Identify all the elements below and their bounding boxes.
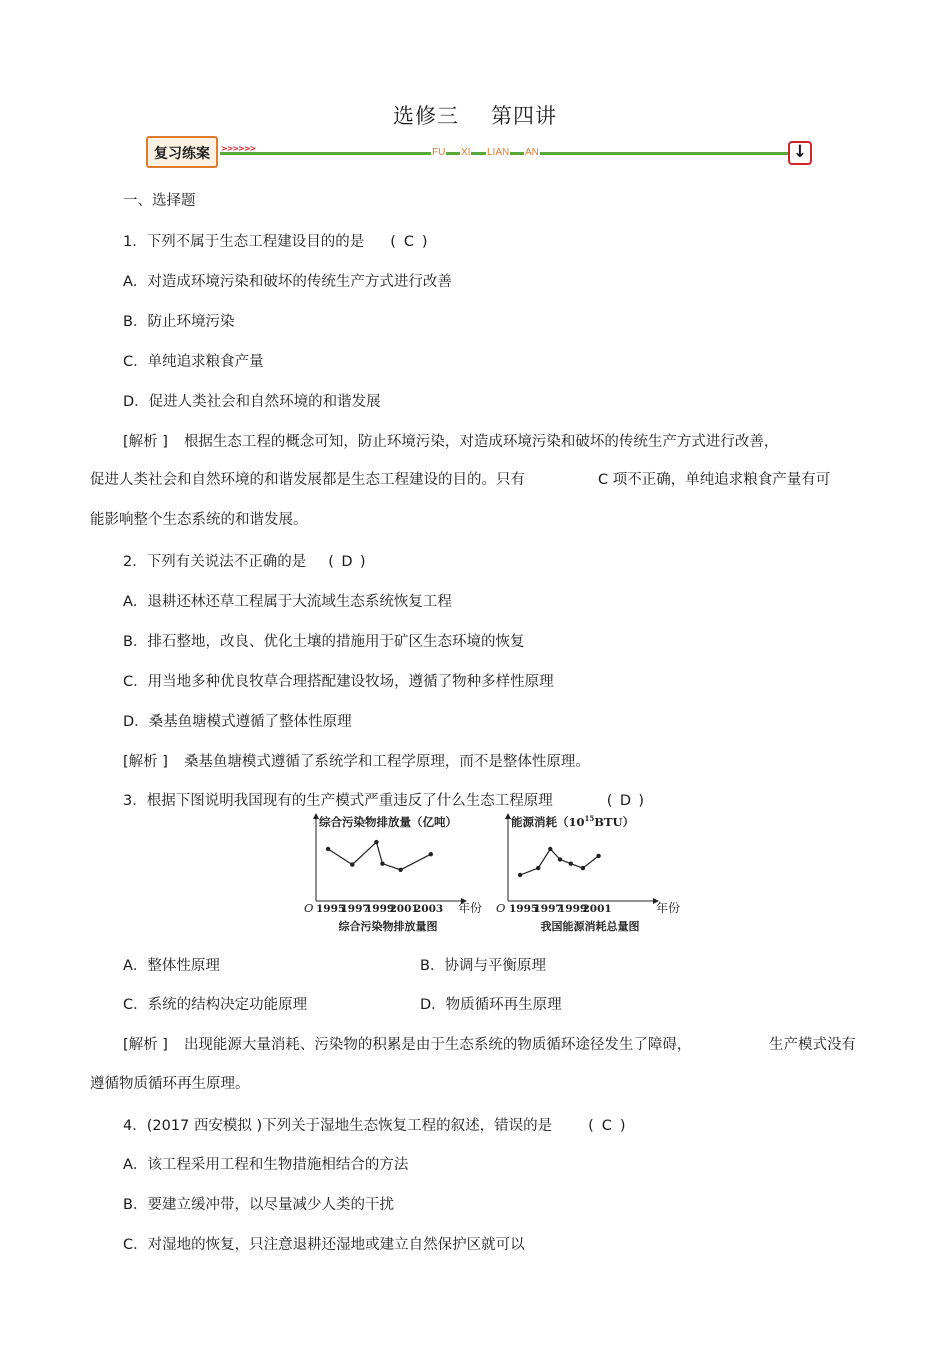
x-tick-label: 1999 <box>365 903 395 915</box>
option: D．物质循环再生原理 <box>420 997 562 1013</box>
analysis-tag: [解析 ] <box>123 1037 168 1053</box>
banner-seg-an: AN <box>524 145 540 161</box>
question-stem-text: 3．根据下图说明我国现有的生产模式严重违反了什么生态工程原理 <box>123 793 553 809</box>
x-tick-label: 2001 <box>582 903 612 915</box>
analysis-line <box>123 1035 691 1055</box>
analysis-tag: [解析 ] <box>123 434 168 450</box>
answer-mark: C <box>601 1118 612 1134</box>
x-tick-label: 1995 <box>316 903 346 915</box>
answer-mark: D <box>619 793 631 809</box>
data-point <box>326 847 330 851</box>
banner-badge: 复习练案 <box>146 136 218 168</box>
question-stem-text: 2．下列有关说法不正确的是 <box>123 554 307 570</box>
chart-caption: 我国能源消耗总量图 <box>540 920 640 933</box>
option: A．整体性原理 <box>123 958 220 974</box>
y-axis-label: 综合污染物排放量（亿吨） <box>319 815 457 829</box>
review-banner <box>146 136 816 170</box>
series-line <box>520 849 599 875</box>
option: B．排石整地，改良、优化土壤的措施用于矿区生态环境的恢复 <box>123 634 525 650</box>
x-tick-label: 2003 <box>414 903 444 915</box>
analysis-line: C 项不正确，单纯追求粮食产量有可 <box>598 472 831 488</box>
option: A．退耕还林还草工程属于大流域生态系统恢复工程 <box>123 594 452 610</box>
data-point <box>596 854 600 858</box>
question-stem-text: 1．下列不属于生态工程建设目的的是 <box>123 234 365 250</box>
charts-svg <box>300 812 690 937</box>
question-stem-text: 4．(2017 西安模拟 )下列关于湿地生态恢复工程的叙述，错误的是 <box>123 1118 553 1134</box>
data-point <box>398 868 402 872</box>
option: A．该工程采用工程和生物措施相结合的方法 <box>123 1157 409 1173</box>
data-point <box>558 857 562 861</box>
option: C．对湿地的恢复，只注意退耕还湿地或建立自然保护区就可以 <box>123 1237 525 1253</box>
title-part2: 第四讲 <box>491 104 557 128</box>
series-line <box>328 842 431 870</box>
data-point <box>548 847 552 851</box>
question-3-stem: 3．根据下图说明我国现有的生产模式严重违反了什么生态工程原理 ( D ) <box>123 793 645 809</box>
answer-mark: D <box>341 554 353 570</box>
analysis-line: 能影响整个生态系统的和谐发展。 <box>90 512 308 528</box>
data-point <box>569 862 573 866</box>
data-point <box>350 862 354 866</box>
banner-seg-fu: FU <box>431 145 446 161</box>
analysis-text: 根据生态工程的概念可知，防止环境污染，对造成环境污染和破坏的传统生产方式进行改善， <box>183 434 779 450</box>
analysis-line: 遵循物质循环再生原理。 <box>90 1076 250 1092</box>
data-point <box>380 862 384 866</box>
option: C．单纯追求粮食产量 <box>123 354 264 370</box>
analysis-text: 出现能源大量消耗、污染物的积累是由于生态系统的物质循环途径发生了障碍， <box>183 1037 692 1053</box>
option: B．防止环境污染 <box>123 314 235 330</box>
option: D．桑基鱼塘模式遵循了整体性原理 <box>123 714 352 730</box>
answer-mark: C <box>403 234 414 250</box>
analysis-line: 生产模式没有 <box>769 1037 856 1053</box>
download-icon[interactable]: ↓ <box>788 141 812 165</box>
x-axis-label: 年份 <box>458 901 483 915</box>
y-axis-label: 能源消耗$(10^{15}BTU)$ <box>511 814 635 829</box>
x-axis-label: 年份 <box>656 901 681 915</box>
x-tick-label: 1997 <box>340 903 370 915</box>
option: B．要建立缓冲带，以尽量减少人类的干扰 <box>123 1197 394 1213</box>
banner-seg-xi: XI <box>460 145 471 161</box>
origin-label: O <box>304 901 314 915</box>
data-point <box>581 866 585 870</box>
x-tick-label: 2001 <box>389 903 419 915</box>
analysis-tag: [解析 ] <box>123 754 168 770</box>
banner-arrows: >>>>>> <box>221 144 256 153</box>
chart-caption: 综合污染物排放量图 <box>338 920 438 933</box>
data-point <box>536 866 540 870</box>
x-tick-label: 1999 <box>558 903 588 915</box>
origin-label: O <box>496 901 506 915</box>
analysis-line: 促进人类社会和自然环境的和谐发展都是生态工程建设的目的。只有 <box>90 472 525 488</box>
x-tick-label: 1995 <box>509 903 539 915</box>
x-tick-label: 1997 <box>533 903 563 915</box>
analysis-text: 桑基鱼塘模式遵循了系统学和工程学原理，而不是整体性原理。 <box>183 754 590 770</box>
data-point <box>429 852 433 856</box>
question-1-stem: 1．下列不属于生态工程建设目的的是 ( C ) <box>123 234 428 250</box>
option: B．协调与平衡原理 <box>420 958 546 974</box>
question-2-stem: 2．下列有关说法不正确的是 ( D ) <box>123 554 366 570</box>
question-4-stem: 4．(2017 西安模拟 )下列关于湿地生态恢复工程的叙述，错误的是 ( C ) <box>123 1118 626 1134</box>
option: C．用当地多种优良牧草合理搭配建设牧场，遵循了物种多样性原理 <box>123 674 554 690</box>
title-part1: 选修三 <box>393 104 459 128</box>
chart-figures <box>300 812 690 937</box>
data-point <box>374 840 378 844</box>
page-title <box>0 100 950 130</box>
option: D．促进人类社会和自然环境的和谐发展 <box>123 394 381 410</box>
analysis-line <box>123 432 778 452</box>
option: C．系统的结构决定功能原理 <box>123 997 308 1013</box>
option: A．对造成环境污染和破坏的传统生产方式进行改善 <box>123 274 452 290</box>
data-point <box>518 873 522 877</box>
section-heading: 一、选择题 <box>123 193 196 209</box>
banner-seg-lian: LIAN <box>486 145 510 161</box>
analysis-line <box>123 752 590 772</box>
